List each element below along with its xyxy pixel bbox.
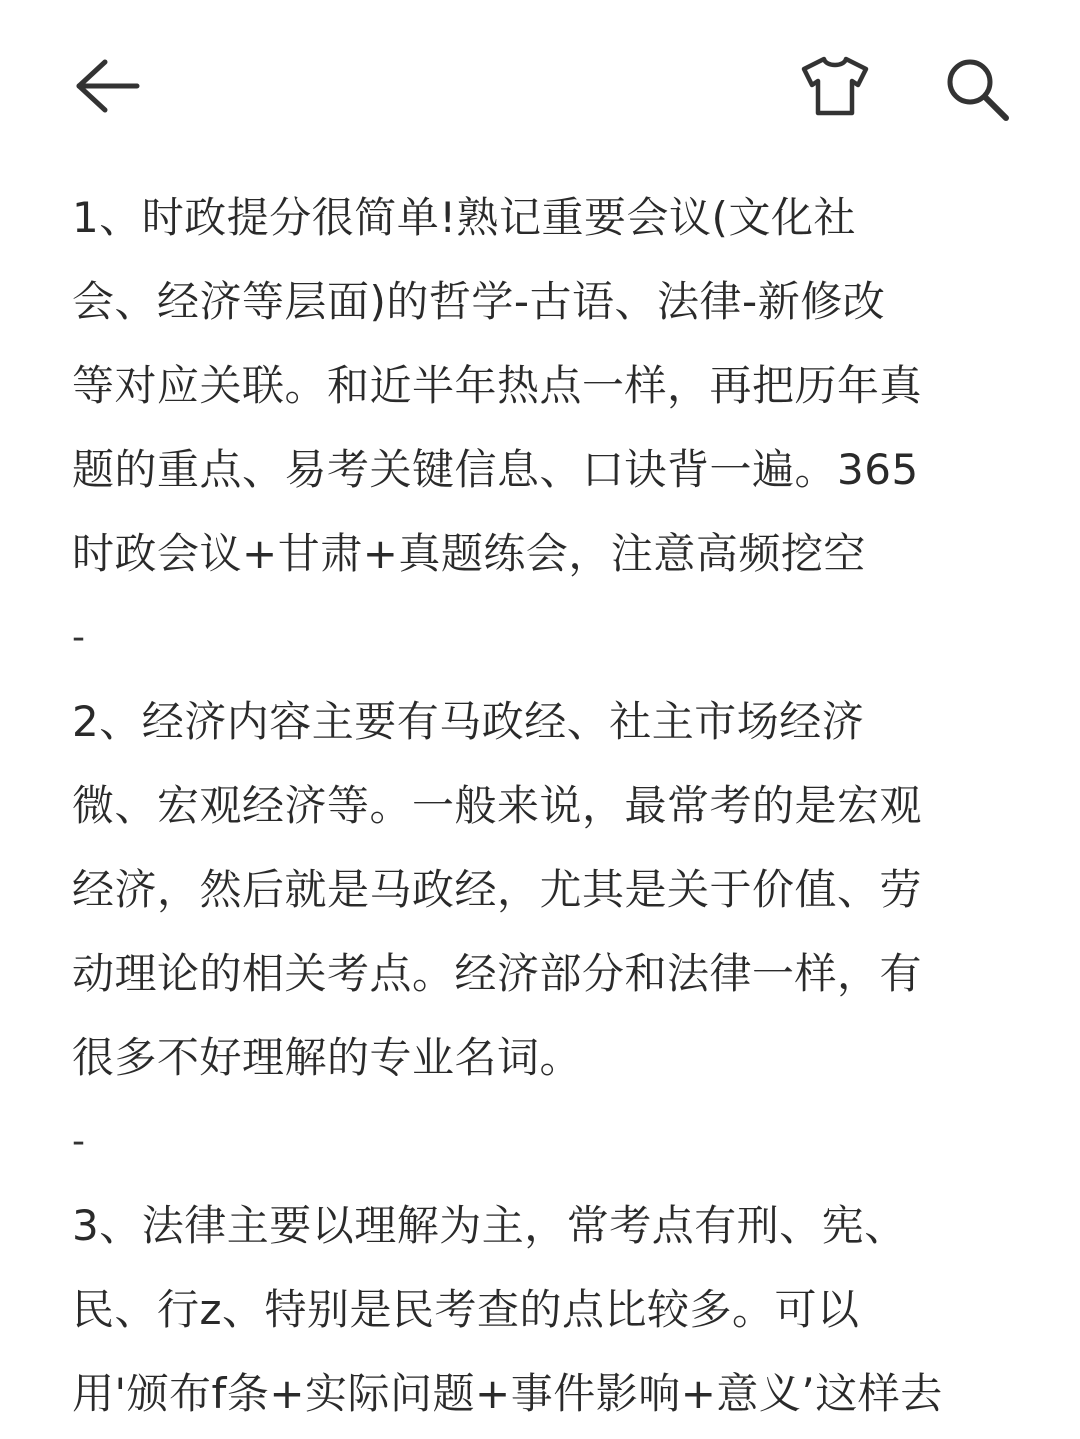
- paragraph-line: 很多不好理解的专业名词。: [72, 1033, 583, 1082]
- separator: -: [72, 1121, 86, 1162]
- paragraph-line: 动理论的相关考点。经济部分和法律一样，有: [72, 949, 923, 998]
- search-button[interactable]: [936, 48, 1016, 128]
- tshirt-icon: [800, 55, 870, 117]
- separator: -: [72, 617, 86, 658]
- paragraph-line: 等对应关联。和近半年热点一样，再把历年真: [72, 361, 923, 410]
- paragraph-line: 民、行z、特别是民考查的点比较多。可以: [72, 1285, 860, 1334]
- paragraph-line: 题的重点、易考关键信息、口诀背一遍。365: [72, 445, 919, 494]
- paragraph-line: 微、宏观经济等。一般来说，最常考的是宏观: [72, 781, 923, 830]
- paragraph-line: 2、经济内容主要有马政经、社主市场经济: [72, 697, 865, 746]
- paragraph-line: 1、时政提分很简单!熟记重要会议(文化社: [72, 193, 856, 242]
- theme-button[interactable]: [796, 48, 874, 124]
- top-bar: [0, 0, 1080, 170]
- paragraph-line: 经济，然后就是马政经，尤其是关于价值、劳: [72, 865, 923, 914]
- paragraph-line: 用'颁布f条+实际问题+事件影响+意义’这样去: [72, 1369, 943, 1418]
- search-icon: [940, 52, 1012, 124]
- paragraph-1: [72, 176, 1012, 596]
- paragraph-3: [72, 1184, 1012, 1436]
- paragraph-2: [72, 680, 1012, 1100]
- arrow-left-icon: [71, 56, 141, 116]
- paragraph-line: 时政会议+甘肃+真题练会，注意高频挖空: [72, 529, 866, 578]
- paragraph-line: 3、法律主要以理解为主，常考点有刑、宪、: [72, 1201, 907, 1250]
- back-button[interactable]: [66, 46, 146, 126]
- article-body: [72, 176, 1012, 1436]
- paragraph-line: 会、经济等层面)的哲学-古语、法律-新修改: [72, 277, 886, 326]
